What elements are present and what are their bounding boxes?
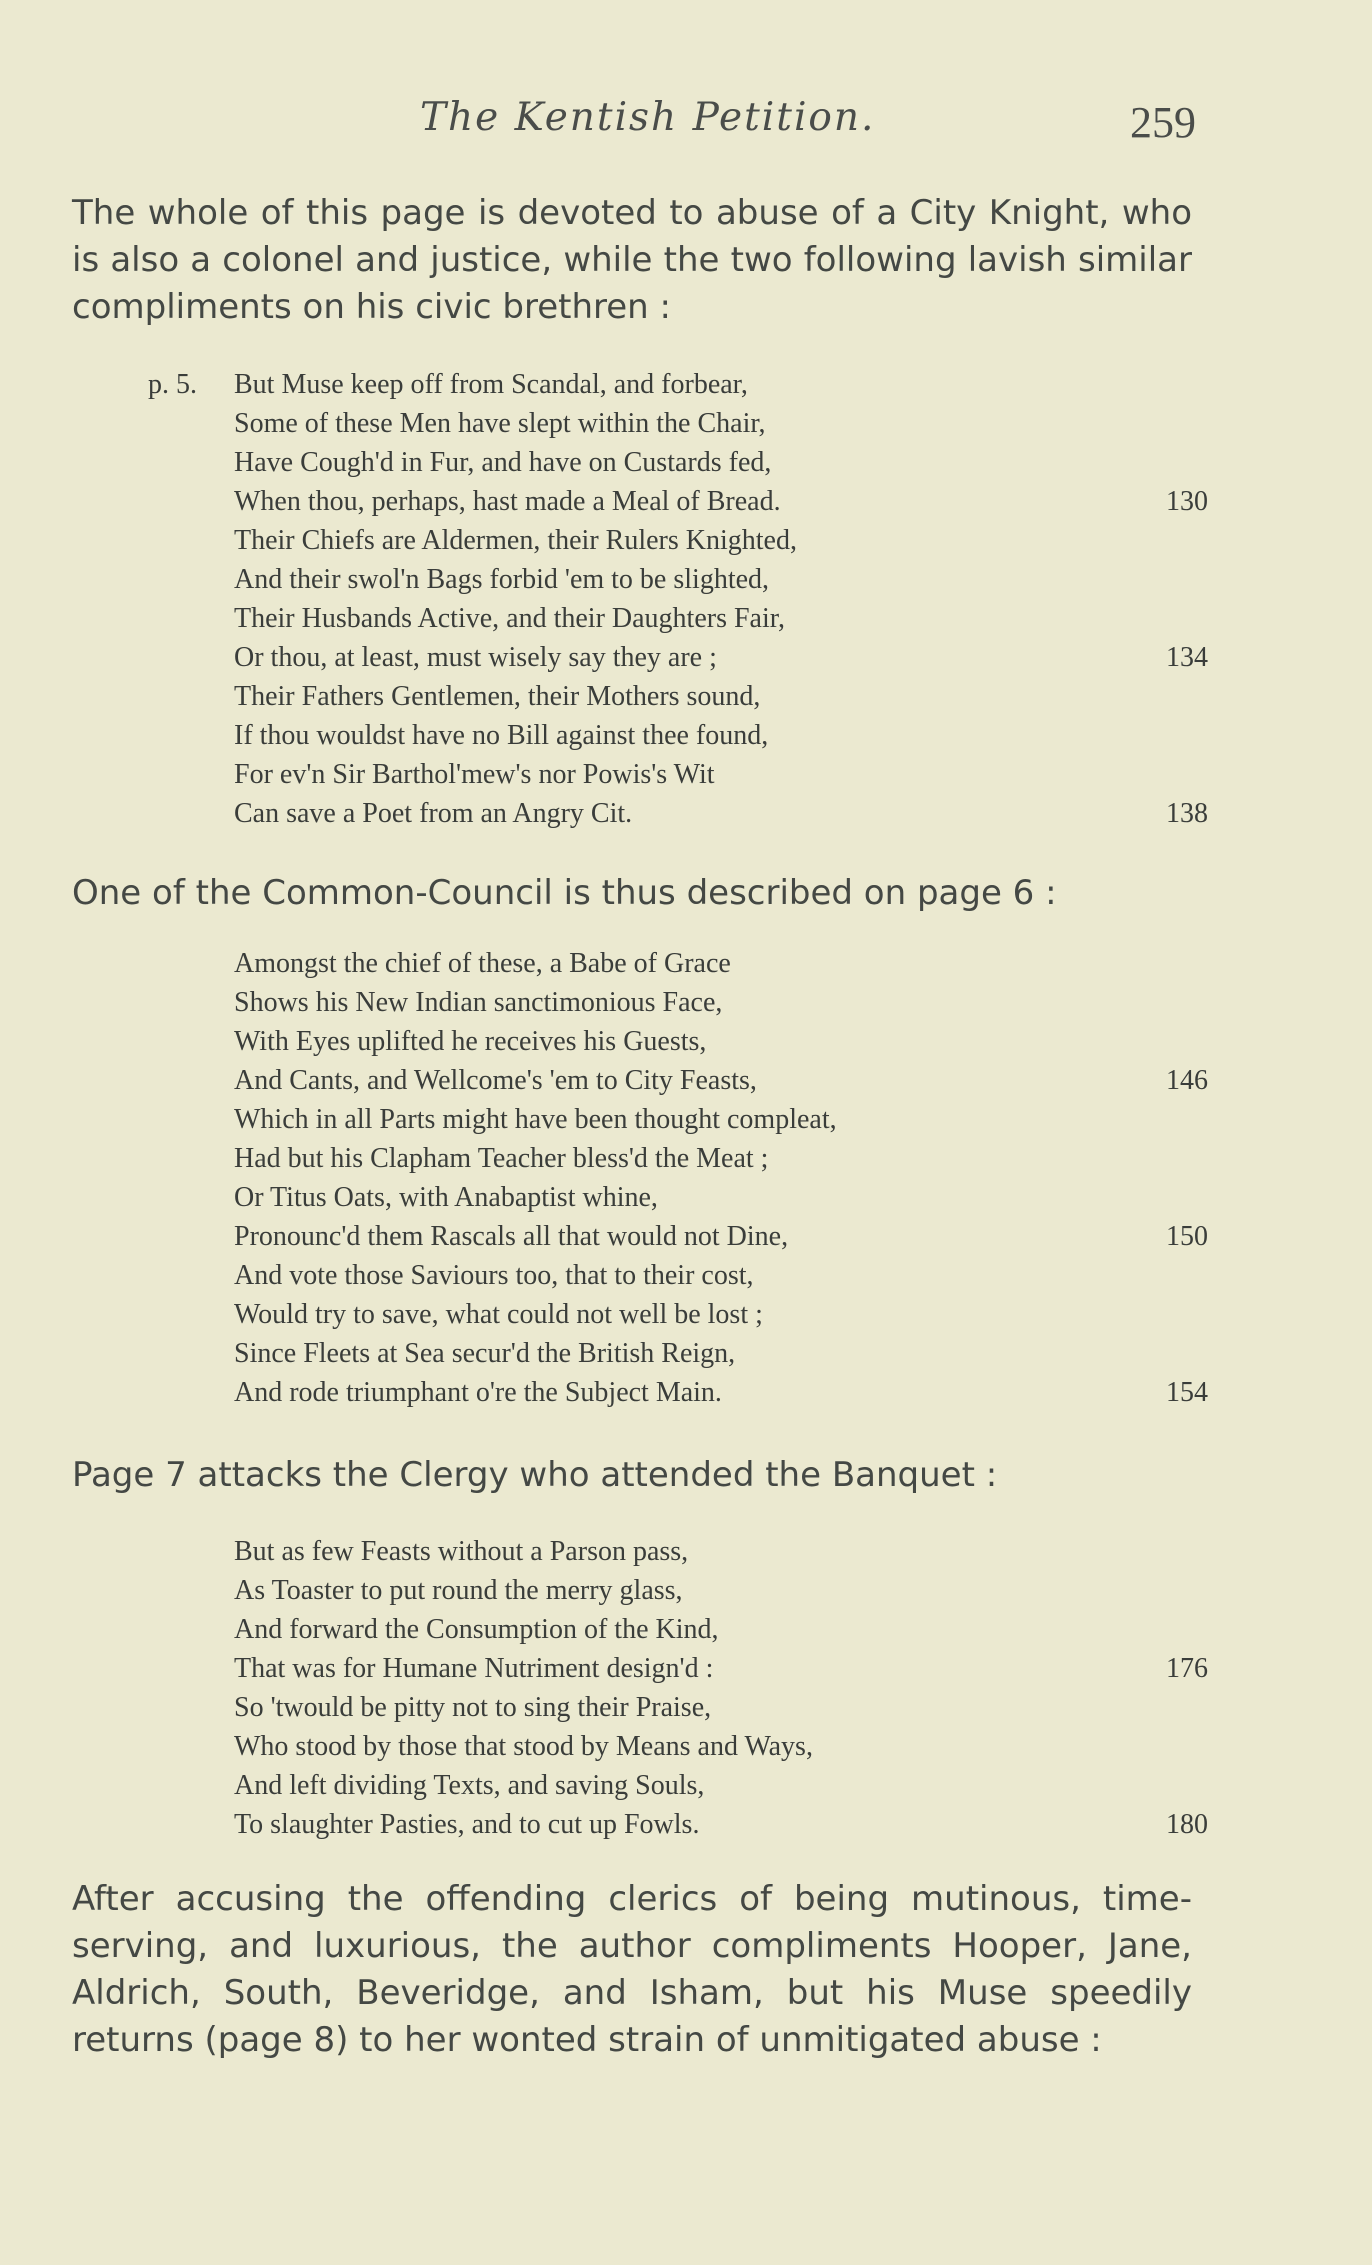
verse-line <box>148 755 1208 794</box>
line-number: 180 <box>1166 1809 1208 1840</box>
verse-line <box>148 1022 1208 1061</box>
verse-line <box>148 677 1208 716</box>
verse-block-page-6 <box>148 944 1208 1412</box>
verse-line <box>148 1295 1208 1334</box>
verse-line <box>148 944 1208 983</box>
verse-line <box>148 1256 1208 1295</box>
verse-line <box>148 1178 1208 1217</box>
verse-text: But Muse keep off from Scandal, and forbear, <box>234 369 748 400</box>
verse-block-page-5 <box>148 365 1208 833</box>
verse-line <box>148 1649 1208 1688</box>
line-number: 150 <box>1166 1221 1208 1252</box>
verse-text: Amongst the chief of these, a Babe of Grace <box>234 948 731 979</box>
verse-line <box>148 1100 1208 1139</box>
verse-line <box>148 1334 1208 1373</box>
verse-text: Would try to save, what could not well be lost ; <box>234 1299 763 1330</box>
verse-line <box>148 599 1208 638</box>
line-number: 134 <box>1166 642 1208 673</box>
verse-text: Pronounc'd them Rascals all that would not Dine, <box>234 1221 789 1252</box>
verse-line <box>148 638 1208 677</box>
verse-line <box>148 521 1208 560</box>
verse-text: Had but his Clapham Teacher bless'd the Meat ; <box>234 1143 769 1174</box>
line-number: 154 <box>1166 1377 1208 1408</box>
verse-line <box>148 560 1208 599</box>
verse-text: With Eyes uplifted he receives his Guests, <box>234 1026 707 1057</box>
paragraph-city-knight: The whole of this page is devoted to abuse of a City Knight, who is also a colonel and justice, while the two following lavish similar compliments on his civic brethren : <box>72 193 1192 327</box>
verse-line <box>148 1805 1208 1844</box>
verse-text: To slaughter Pasties, and to cut up Fowls. <box>234 1809 700 1840</box>
paragraph-common-council: One of the Common-Council is thus described on page 6 : <box>72 873 1057 913</box>
verse-text: Their Husbands Active, and their Daughters Fair, <box>234 603 785 634</box>
verse-line <box>148 794 1208 833</box>
verse-line <box>148 404 1208 443</box>
page-number: 259 <box>1130 98 1196 147</box>
verse-text: Since Fleets at Sea secur'd the British Reign, <box>234 1338 736 1369</box>
verse-text: And left dividing Texts, and saving Souls, <box>234 1770 705 1801</box>
paragraph-clerics: After accusing the offending clerics of being mutinous, time-serving, and luxurious, the author compliments Hooper, Jane, Aldrich, South, Beveridge, and Isham, but his Muse speedily returns (page 8) to her wonted strain of unmitigated abuse : <box>72 1879 1192 2060</box>
verse-text: If thou wouldst have no Bill against thee found, <box>234 720 769 751</box>
verse-line <box>148 1766 1208 1805</box>
running-title: The Kentish Petition. <box>420 95 876 140</box>
verse-text: So 'twould be pitty not to sing their Praise, <box>234 1692 712 1723</box>
verse-line <box>148 1610 1208 1649</box>
paragraph-clergy: Page 7 attacks the Clergy who attended the Banquet : <box>72 1455 998 1495</box>
verse-line <box>148 716 1208 755</box>
verse-text: And vote those Saviours too, that to their cost, <box>234 1260 754 1291</box>
verse-text: When thou, perhaps, hast made a Meal of Bread. <box>234 486 781 517</box>
verse-text: And forward the Consumption of the Kind, <box>234 1614 719 1645</box>
line-number: 130 <box>1166 486 1208 517</box>
verse-block-page-7 <box>148 1532 1208 1844</box>
verse-line <box>148 1373 1208 1412</box>
verse-line <box>148 365 1208 404</box>
verse-text: Shows his New Indian sanctimonious Face, <box>234 987 723 1018</box>
verse-line <box>148 443 1208 482</box>
verse-text: Can save a Poet from an Angry Cit. <box>234 798 633 829</box>
verse-line <box>148 1571 1208 1610</box>
verse-line <box>148 983 1208 1022</box>
verse-text: Their Chiefs are Aldermen, their Rulers Knighted, <box>234 525 797 556</box>
verse-text: And rode triumphant o're the Subject Main. <box>234 1377 722 1408</box>
verse-text: Their Fathers Gentlemen, their Mothers sound, <box>234 681 761 712</box>
verse-text: For ev'n Sir Barthol'mew's nor Powis's Wit <box>234 759 715 790</box>
verse-text: Have Cough'd in Fur, and have on Custards fed, <box>234 447 772 478</box>
page-ref: p. 5. <box>148 369 197 400</box>
verse-text: As Toaster to put round the merry glass, <box>234 1575 683 1606</box>
line-number: 176 <box>1166 1653 1208 1684</box>
line-number: 146 <box>1166 1065 1208 1096</box>
verse-text: Some of these Men have slept within the Chair, <box>234 408 766 439</box>
line-number: 138 <box>1166 798 1208 829</box>
verse-line <box>148 1727 1208 1766</box>
verse-text: Who stood by those that stood by Means and Ways, <box>234 1731 813 1762</box>
verse-line <box>148 1688 1208 1727</box>
verse-line <box>148 1061 1208 1100</box>
verse-line <box>148 1217 1208 1256</box>
verse-line <box>148 482 1208 521</box>
verse-text: And their swol'n Bags forbid 'em to be slighted, <box>234 564 770 595</box>
verse-text: Or Titus Oats, with Anabaptist whine, <box>234 1182 658 1213</box>
page-header <box>0 95 1372 155</box>
verse-text: That was for Humane Nutriment design'd : <box>234 1653 714 1684</box>
verse-text: Which in all Parts might have been thought compleat, <box>234 1104 837 1135</box>
verse-text: Or thou, at least, must wisely say they are ; <box>234 642 717 673</box>
verse-line <box>148 1139 1208 1178</box>
verse-text: And Cants, and Wellcome's 'em to City Feasts, <box>234 1065 757 1096</box>
verse-text: But as few Feasts without a Parson pass, <box>234 1536 689 1567</box>
verse-line <box>148 1532 1208 1571</box>
